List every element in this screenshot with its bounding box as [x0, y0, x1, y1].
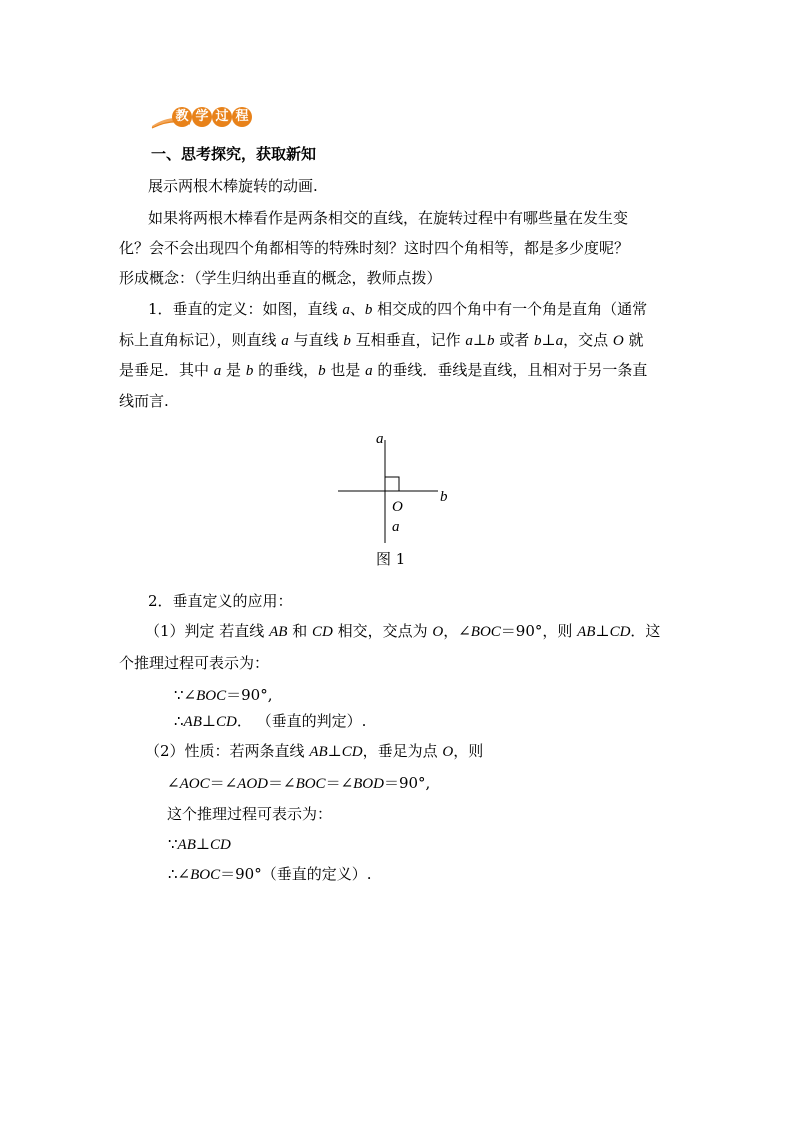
- concept-line: 形成概念：（学生归纳出垂直的概念，教师点拨）: [119, 269, 442, 287]
- question-line-2: 化？会不会出现四个角都相等的特殊时刻？这时四个角相等，都是多少度呢？: [119, 239, 630, 257]
- reasoning-therefore-2: ∴∠BOC＝90°（垂直的定义）.: [168, 865, 372, 883]
- definition-line-4: 线而言.: [119, 392, 169, 410]
- definition-line-1: 1．垂直的定义：如图，直线 a、b 相交成的四个角中有一个角是直角（通常: [148, 300, 648, 318]
- label-o: O: [392, 499, 403, 515]
- reasoning-because-1: ∵∠BOC＝90°,: [174, 686, 273, 704]
- banner-char-4: 程: [232, 107, 252, 127]
- intro-paragraph: 展示两根木棒旋转的动画.: [148, 177, 318, 195]
- judgment-line-2: 个推理过程可表示为：: [119, 654, 270, 672]
- banner-char-1: 教: [172, 107, 192, 127]
- section-title: 一、思考探究，获取新知: [151, 145, 317, 163]
- right-angle-mark: [385, 477, 399, 491]
- label-a-top: a: [376, 431, 384, 447]
- definition-line-3: 是垂足．其中 a 是 b 的垂线，b 也是 a 的垂线．垂线是直线，且相对于另一条直: [119, 361, 648, 379]
- label-a-bottom: a: [392, 519, 400, 535]
- label-b: b: [440, 489, 448, 505]
- definition-line-2: 标上直角标记），则直线 a 与直线 b 互相垂直，记作 a⊥b 或者 b⊥a，交点 O 就: [119, 331, 644, 349]
- reasoning-therefore-1: ∴AB⊥CD． （垂直的判定）.: [174, 712, 367, 730]
- question-line-1: 如果将两根木棒看作是两条相交的直线，在旋转过程中有哪些量在发生变: [148, 209, 629, 227]
- application-title: 2．垂直定义的应用：: [148, 592, 293, 610]
- figure-caption: 图 1: [376, 550, 406, 568]
- reasoning-because-2: ∵AB⊥CD: [168, 835, 231, 853]
- judgment-line-1: （1）判定 若直线 AB 和 CD 相交，交点为 O，∠BOC＝90°，则 AB⊥CD．这: [145, 622, 661, 640]
- angle-equation: ∠AOC＝∠AOD＝∠BOC＝∠BOD＝90°,: [167, 774, 431, 792]
- banner-char-2: 学: [192, 107, 212, 127]
- property-line-1: （2）性质：若两条直线 AB⊥CD，垂足为点 O，则: [145, 742, 484, 760]
- property-line-3: 这个推理过程可表示为：: [167, 805, 333, 823]
- banner-char-3: 过: [212, 107, 232, 127]
